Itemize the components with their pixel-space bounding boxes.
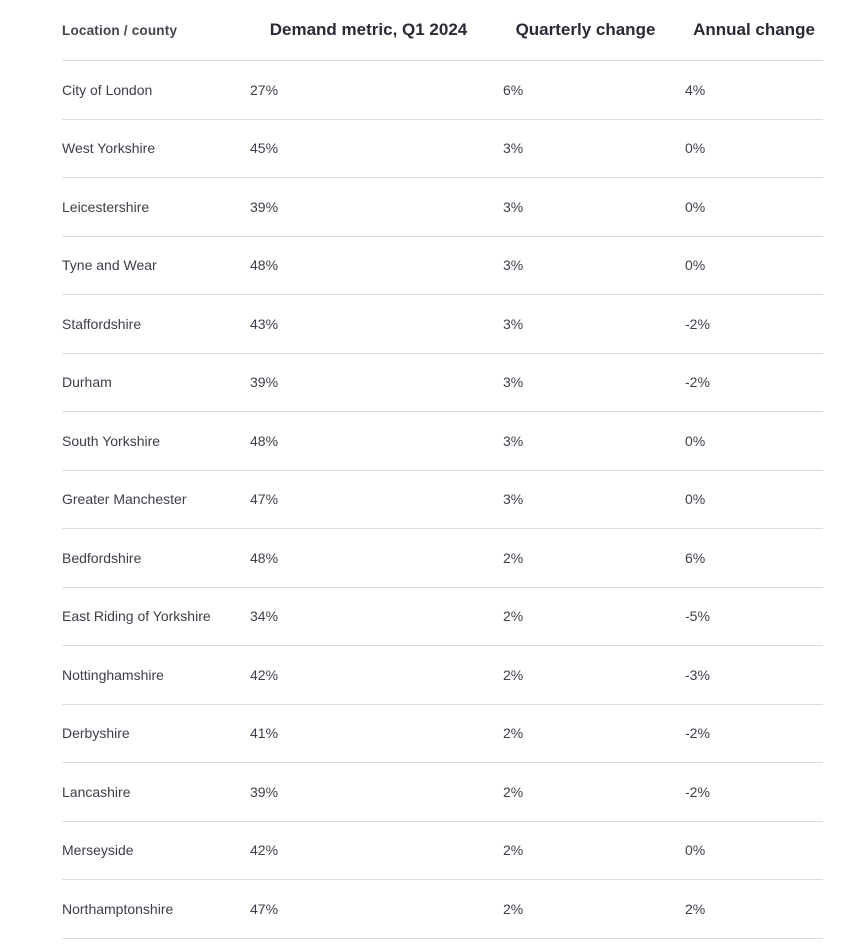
- table-row: [62, 61, 823, 120]
- table-body: [62, 61, 823, 939]
- location-cell: Tyne and Wear: [62, 257, 157, 274]
- demand-metric-cell: 39%: [250, 374, 279, 391]
- quarterly-change-cell: 3%: [503, 315, 524, 332]
- annual-change-cell: 0%: [685, 491, 706, 508]
- table-row: [62, 529, 823, 588]
- column-header-annual-change: Annual change: [693, 20, 815, 39]
- location-cell: Lancashire: [62, 783, 131, 800]
- location-cell: Staffordshire: [62, 315, 142, 332]
- annual-change-cell: -2%: [685, 783, 710, 800]
- demand-metric-cell: 27%: [250, 81, 279, 98]
- quarterly-change-cell: 2%: [503, 666, 524, 683]
- demand-metric-cell: 34%: [250, 608, 279, 625]
- table-row: [62, 705, 823, 764]
- column-header-quarterly-change: Quarterly change: [515, 20, 656, 39]
- demand-metric-cell: 42%: [250, 666, 279, 683]
- location-cell: Leicestershire: [62, 198, 150, 215]
- table-row: [62, 763, 823, 822]
- location-cell: Derbyshire: [62, 725, 130, 742]
- annual-change-cell: 0%: [685, 257, 706, 274]
- table-row: [62, 178, 823, 237]
- demand-metric-cell: 48%: [250, 257, 279, 274]
- table-row: [62, 471, 823, 530]
- annual-change-cell: -2%: [685, 315, 710, 332]
- demand-metric-cell: 48%: [250, 432, 279, 449]
- demand-metric-cell: 39%: [250, 783, 279, 800]
- annual-change-cell: 0%: [685, 842, 706, 859]
- location-cell: Greater Manchester: [62, 491, 187, 508]
- table-row: [62, 822, 823, 881]
- quarterly-change-cell: 6%: [503, 81, 524, 98]
- table-header-row: [62, 0, 823, 61]
- annual-change-cell: -2%: [685, 374, 710, 391]
- quarterly-change-cell: 2%: [503, 725, 524, 742]
- annual-change-cell: 0%: [685, 198, 706, 215]
- location-cell: Bedfordshire: [62, 549, 142, 566]
- demand-metric-cell: 47%: [250, 491, 279, 508]
- annual-change-cell: 4%: [685, 81, 706, 98]
- quarterly-change-cell: 3%: [503, 374, 524, 391]
- location-cell: West Yorkshire: [62, 140, 156, 157]
- annual-change-cell: -3%: [685, 666, 710, 683]
- demand-metric-cell: 45%: [250, 140, 279, 157]
- column-header-demand-metric: Demand metric, Q1 2024: [269, 20, 468, 39]
- annual-change-cell: -2%: [685, 725, 710, 742]
- table-row: [62, 295, 823, 354]
- table-row: [62, 237, 823, 296]
- demand-table: [62, 0, 823, 939]
- location-cell: City of London: [62, 81, 153, 98]
- demand-metric-cell: 48%: [250, 549, 279, 566]
- quarterly-change-cell: 2%: [503, 549, 524, 566]
- location-cell: East Riding of Yorkshire: [62, 608, 211, 625]
- demand-metric-cell: 47%: [250, 900, 279, 917]
- location-cell: Durham: [62, 374, 112, 391]
- table-row: [62, 354, 823, 413]
- quarterly-change-cell: 2%: [503, 842, 524, 859]
- quarterly-change-cell: 3%: [503, 257, 524, 274]
- annual-change-cell: 0%: [685, 140, 706, 157]
- location-cell: South Yorkshire: [62, 432, 161, 449]
- quarterly-change-cell: 3%: [503, 432, 524, 449]
- column-header-location: Location / county: [62, 22, 178, 38]
- demand-metric-cell: 43%: [250, 315, 279, 332]
- quarterly-change-cell: 2%: [503, 900, 524, 917]
- annual-change-cell: 0%: [685, 432, 706, 449]
- quarterly-change-cell: 2%: [503, 783, 524, 800]
- table-row: [62, 880, 823, 939]
- annual-change-cell: -5%: [685, 608, 710, 625]
- annual-change-cell: 2%: [685, 900, 706, 917]
- demand-metric-cell: 41%: [250, 725, 279, 742]
- table-row: [62, 120, 823, 179]
- demand-metric-cell: 42%: [250, 842, 279, 859]
- location-cell: Nottinghamshire: [62, 666, 164, 683]
- table-row: [62, 646, 823, 705]
- quarterly-change-cell: 3%: [503, 491, 524, 508]
- table-row: [62, 588, 823, 647]
- location-cell: Merseyside: [62, 842, 134, 859]
- quarterly-change-cell: 2%: [503, 608, 524, 625]
- demand-metric-cell: 39%: [250, 198, 279, 215]
- quarterly-change-cell: 3%: [503, 198, 524, 215]
- annual-change-cell: 6%: [685, 549, 706, 566]
- quarterly-change-cell: 3%: [503, 140, 524, 157]
- location-cell: Northamptonshire: [62, 900, 174, 917]
- table-row: [62, 412, 823, 471]
